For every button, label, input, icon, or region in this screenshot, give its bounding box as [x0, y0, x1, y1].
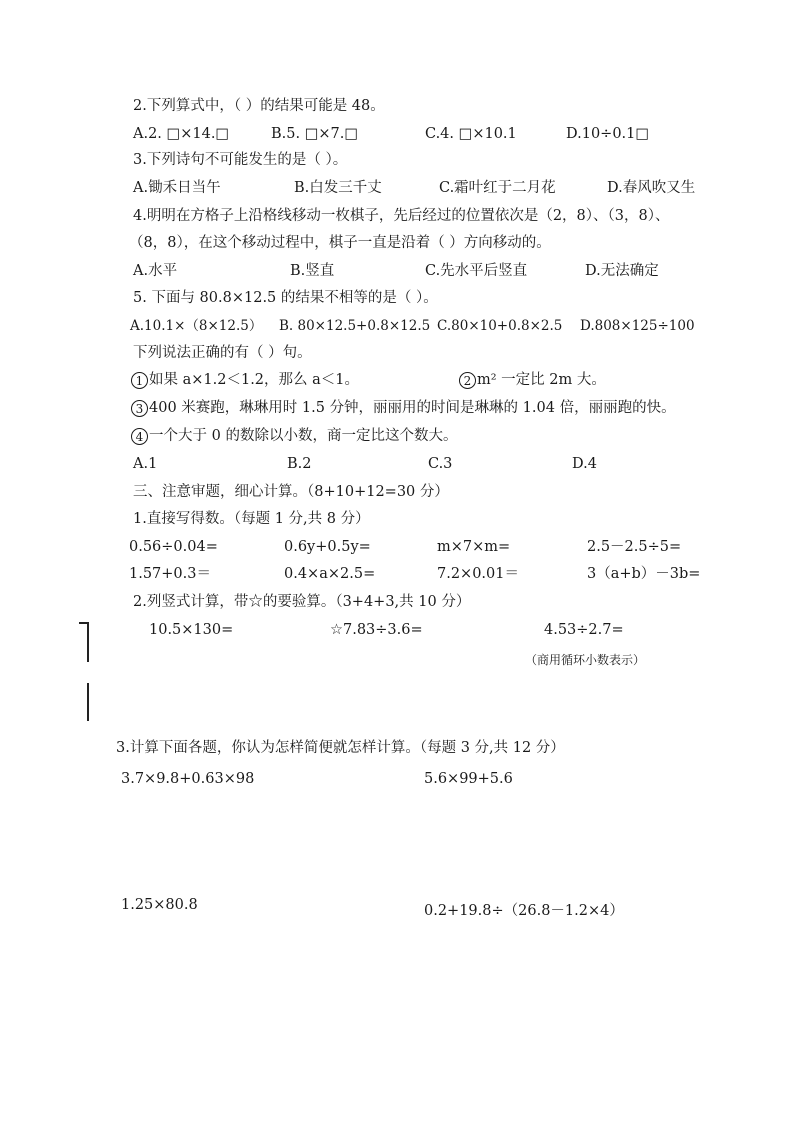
vertical-calc-note: （商用循环小数表示） [525, 653, 646, 667]
simplify-calc-1: 3.7×9.8+0.63×98 [121, 771, 255, 787]
q6-option-b: B.2 [287, 456, 312, 472]
q5-option-c: C.80×10+0.8×2.5 [437, 318, 563, 334]
q3-option-a: A.锄禾日当午 [133, 180, 221, 196]
q6-statement-1 [131, 371, 359, 389]
q6-option-d: D.4 [572, 456, 597, 472]
q3-option-c: C.霜叶红于二月花 [439, 180, 556, 196]
q2-option-d: D.10÷0.1□ [566, 126, 650, 142]
q6-stem: 下列说法正确的有（ ）句。 [133, 345, 312, 361]
q4-option-d: D.无法确定 [585, 263, 659, 279]
q6-statement-4 [131, 427, 457, 445]
part2-title: 2.列竖式计算，带☆的要验算。（3+4+3,共 10 分） [133, 594, 471, 610]
oral-calc-3: m×7×m= [437, 539, 511, 555]
part3-title: 3.计算下面各题，你认为怎样简便就怎样计算。（每题 3 分,共 12 分） [116, 740, 565, 756]
oral-calc-1: 0.56÷0.04= [129, 539, 218, 555]
q6-option-a: A.1 [133, 456, 158, 472]
q4-option-a: A.水平 [133, 263, 178, 279]
q5-option-a: A.10.1×（8×12.5） [130, 318, 263, 334]
oral-calc-6: 0.4×a×2.5= [284, 566, 376, 582]
simplify-calc-3: 1.25×80.8 [121, 897, 198, 913]
oral-calc-4: 2.5－2.5÷5= [587, 539, 682, 555]
q4-option-b: B.竖直 [290, 263, 335, 279]
oral-calc-5: 1.57+0.3＝ [129, 566, 211, 582]
q6-statement-3 [131, 399, 676, 417]
q6-statement-2-text: m² 一定比 2m 大。 [477, 372, 606, 388]
q3-stem: 3.下列诗句不可能发生的是（ ）。 [133, 152, 348, 168]
q6-statement-4-text: 一个大于 0 的数除以小数，商一定比这个数大。 [149, 428, 458, 444]
oral-calc-8: 3（a+b）－3b= [587, 566, 701, 582]
section3-title: 三、注意审题，细心计算。（8+10+12=30 分） [133, 484, 449, 500]
binding-tick [79, 622, 89, 624]
q6-statement-2 [459, 371, 606, 389]
vertical-calc-2: ☆7.83÷3.6= [330, 622, 423, 638]
binding-line-bottom [87, 683, 89, 721]
q6-statement-3-text: 400 米赛跑，琳琳用时 1.5 分钟，丽丽用的时间是琳琳的 1.04 倍，丽丽跑的快。 [149, 400, 676, 416]
q4-stem-line2: （8，8），在这个移动过程中，棋子一直是沿着（ ）方向移动的。 [129, 235, 551, 251]
vertical-calc-1: 10.5×130= [149, 622, 234, 638]
q2-stem: 2.下列算式中，（ ）的结果可能是 48。 [133, 98, 385, 114]
binding-line-top [87, 622, 89, 662]
q5-option-b: B. 80×12.5+0.8×12.5 [279, 318, 431, 334]
q4-option-c: C.先水平后竖直 [425, 263, 528, 279]
q3-option-b: B.白发三千丈 [294, 180, 382, 196]
vertical-calc-3: 4.53÷2.7= [544, 622, 624, 638]
q6-option-c: C.3 [428, 456, 453, 472]
oral-calc-7: 7.2×0.01＝ [437, 566, 519, 582]
q2-option-c: C.4. □×10.1 [425, 126, 517, 142]
q4-stem-line1: 4.明明在方格子上沿格线移动一枚棋子，先后经过的位置依次是（2，8）、（3，8）、 [133, 208, 670, 224]
q3-option-d: D.春风吹又生 [607, 180, 696, 196]
simplify-calc-2: 5.6×99+5.6 [424, 771, 513, 787]
q5-stem: 5. 下面与 80.8×12.5 的结果不相等的是（ ）。 [133, 290, 438, 306]
circled-number-4: 4 [131, 428, 148, 445]
q2-option-b: B.5. □×7.□ [271, 126, 359, 142]
q6-statement-1-text: 如果 a×1.2＜1.2，那么 a＜1。 [149, 372, 360, 388]
simplify-calc-4: 0.2+19.8÷（26.8－1.2×4） [424, 903, 624, 919]
part1-title: 1.直接写得数。（每题 1 分,共 8 分） [133, 511, 370, 527]
circled-number-3: 3 [131, 400, 148, 417]
oral-calc-2: 0.6y+0.5y= [284, 539, 371, 555]
q5-option-d: D.808×125÷100 [580, 318, 695, 334]
circled-number-2: 2 [459, 372, 476, 389]
q2-option-a: A.2. □×14.□ [133, 126, 230, 142]
circled-number-1: 1 [131, 372, 148, 389]
